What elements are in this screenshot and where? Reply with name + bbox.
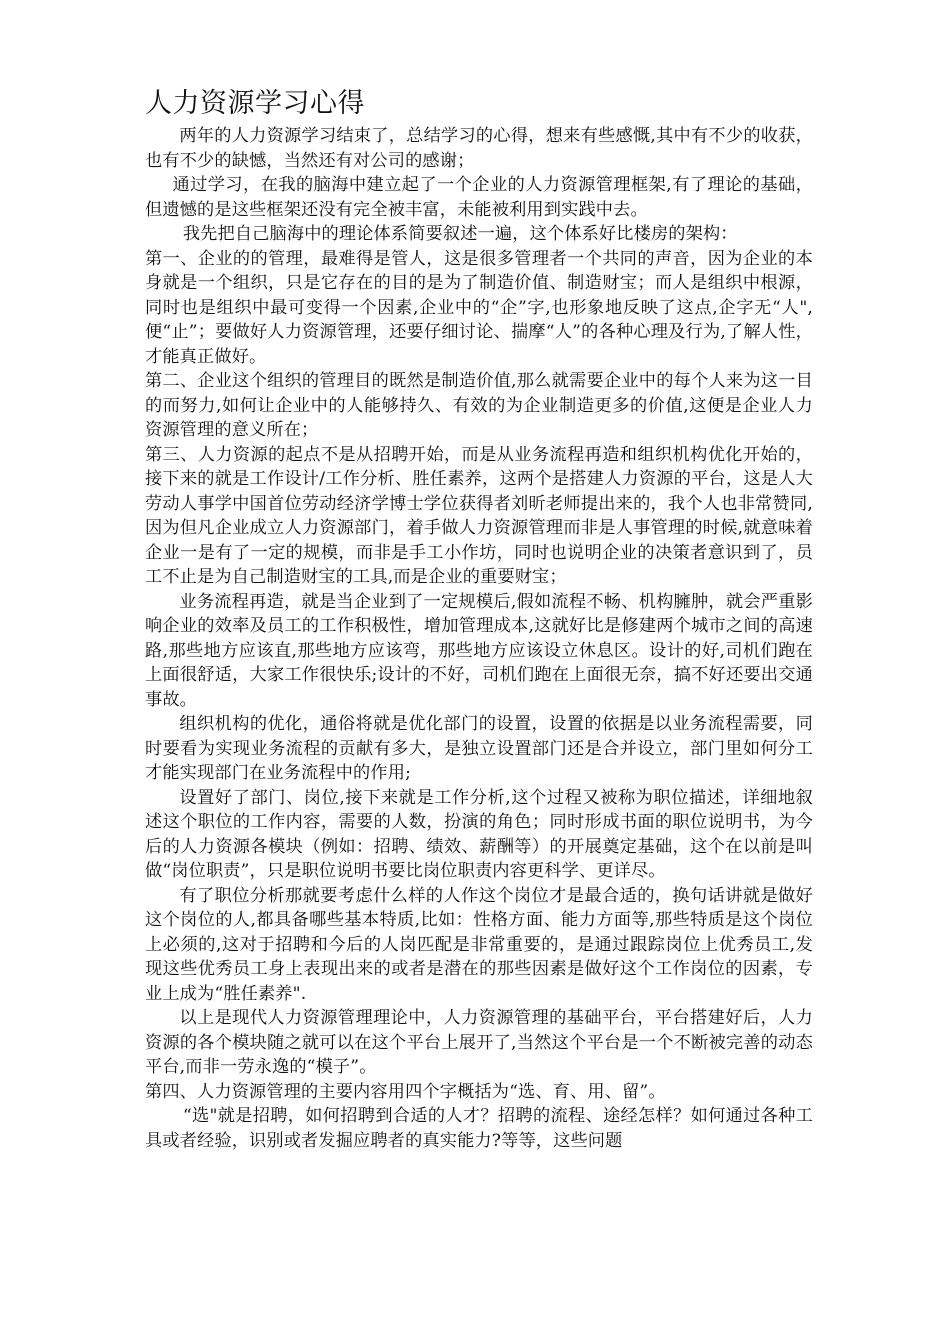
- paragraph: 两年的人力资源学习结束了，总结学习的心得，想来有些感慨,其中有不少的收获，也有不少的缺憾，当然还有对公司的感谢；: [145, 126, 813, 171]
- paragraph: 通过学习，在我的脑海中建立起了一个企业的人力资源管理框架,有了理论的基础，但遗憾的是这些框架还没有完全被丰富，未能被利用到实践中去。: [145, 175, 813, 220]
- paragraph: 第四、人力资源管理的主要内容用四个字概括为“选、育、用、留”。: [145, 1081, 666, 1102]
- paragraph: 业务流程再造，就是当企业到了一定规模后,假如流程不畅、机构臃肿，就会严重影响企业的效率及员工的工作积极性，增加管理成本,这就好比是修建两个城市之间的高速路,那些地方应该直,那些地方应该弯，那些地方应该设立休息区。设计的好,司机们跑在上面很舒适，大家工作很快乐;设计的不好，司机们跑在上面很无奈，搞不好还要出交通事故。: [145, 591, 813, 710]
- document-title: 人力资源学习心得: [145, 88, 365, 119]
- paragraph: 组织机构的优化，通俗将就是优化部门的设置，设置的依据是以业务流程需要，同时要看为实现业务流程的贡献有多大，是独立设置部门还是合并设立，部门里如何分工才能实现部门在业务流程中的作用;: [145, 714, 813, 783]
- document-page: [145, 86, 813, 1153]
- paragraph: 设置好了部门、岗位,接下来就是工作分析,这个过程又被称为职位描述，详细地叙述这个职位的工作内容，需要的人数，扮演的角色；同时形成书面的职位说明书，为今后的人力资源各模块（例如：招聘、绩效、薪酬等）的开展奠定基础，这个在以前是叫做“岗位职责”，只是职位说明书要比岗位职责内容更科学、更详尽。: [145, 787, 813, 881]
- paragraph: 有了职位分析那就要考虑什么样的人作这个岗位才是最合适的，换句话讲就是做好这个岗位的人,都具备哪些基本特质,比如：性格方面、能力方面等,那些特质是这个岗位上必须的,这对于招聘和今后的人岗匹配是非常重要的，是通过跟踪岗位上优秀员工,发现这些优秀员工身上表现出来的或者是潜在的那些因素是做好这个工作岗位的因素，专业上成为“胜任素养".: [145, 885, 813, 1004]
- paragraph: “选"就是招聘，如何招聘到合适的人才？招聘的流程、途经怎样？如何通过各种工具或者经验，识别或者发掘应聘者的真实能力?等等，这些问题: [145, 1106, 813, 1151]
- paragraph: 第三、人力资源的起点不是从招聘开始，而是从业务流程再造和组织机构优化开始的，接下来的就是工作设计/工作分析、胜任素养，这两个是搭建人力资源的平台，这是人大劳动人事学中国首位劳动经济学博士学位获得者刘昕老师提出来的，我个人也非常赞同,因为但凡企业成立人力资源部门，着手做人力资源管理而非是人事管理的时候,就意味着企业一是有了一定的规模，而非是手工小作坊，同时也说明企业的决策者意识到了，员工不止是为自己制造财宝的工具,而是企业的重要财宝；: [145, 444, 813, 587]
- paragraph: 以上是现代人力资源管理理论中，人力资源管理的基础平台，平台搭建好后，人力资源的各个模块随之就可以在这个平台上展开了,当然这个平台是一个不断被完善的动态平台,而非一劳永逸的“模子”。: [145, 1008, 813, 1077]
- paragraph: 第一、企业的的管理，最难得是管人，这是很多管理者一个共同的声音，因为企业的本身就是一个组织，只是它存在的目的是为了制造价值、制造财宝；而人是组织中根源，同时也是组织中最可变得一个因素,企业中的“企”字,也形象地反映了这点,企字无“人",便“止”；要做好人力资源管理，还要仔细讨论、揣摩“人”的各种心理及行为,了解人性，才能真正做好。: [145, 248, 813, 367]
- paragraph: 第二、企业这个组织的管理目的既然是制造价值,那么就需要企业中的每个人来为这一目的而努力,如何让企业中的人能够持久、有效的为企业制造更多的价值,这便是企业人力资源管理的意义所在；: [145, 371, 813, 440]
- document-body: [145, 124, 813, 1153]
- paragraph: 我先把自己脑海中的理论体系简要叙述一遍，这个体系好比楼房的架构：: [182, 224, 738, 244]
